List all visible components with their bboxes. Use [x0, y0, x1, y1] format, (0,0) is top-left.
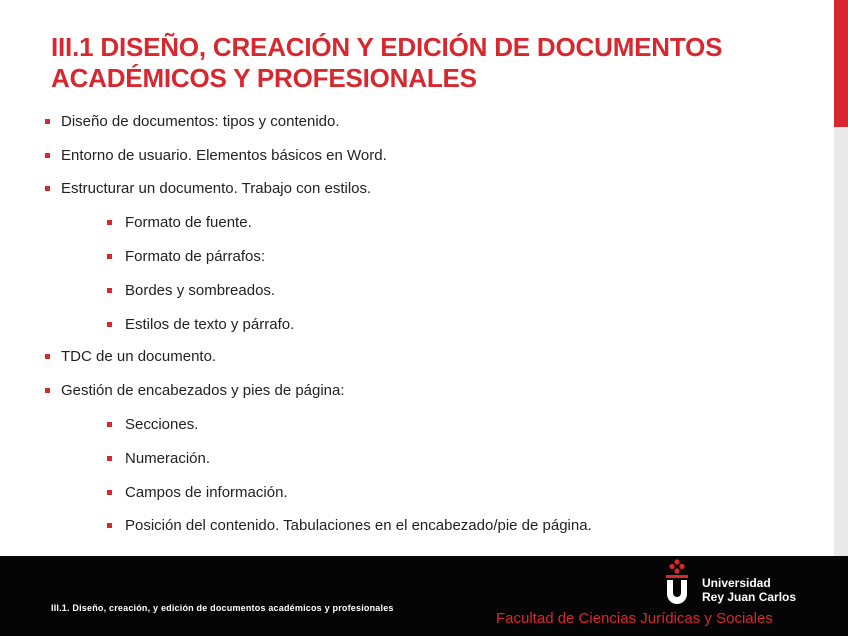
bullet-text: Posición del contenido. Tabulaciones en el encabezado/pie de página. — [125, 517, 592, 534]
university-name-line-2: Rey Juan Carlos — [702, 590, 797, 604]
university-logo — [662, 558, 802, 608]
bullet-text: Numeración. — [125, 450, 211, 467]
bullet-marker-icon — [107, 322, 112, 327]
bullet-item — [61, 180, 371, 198]
bullet-marker-icon — [45, 153, 50, 158]
bullet-item — [61, 348, 216, 366]
bullet-text: Secciones. — [125, 416, 199, 433]
bullet-marker-icon — [107, 254, 112, 259]
bullet-item — [61, 113, 340, 131]
bullet-marker-icon — [107, 422, 112, 427]
bullet-text: Formato de fuente. — [125, 214, 252, 231]
right-edge-bar — [834, 127, 848, 556]
bullet-text: Bordes y sombreados. — [125, 282, 276, 299]
footer-bar — [0, 556, 848, 636]
bullet-item — [61, 147, 387, 165]
bullet-text: Formato de párrafos: — [125, 248, 266, 265]
bullet-text: Campos de información. — [125, 484, 288, 501]
bullet-marker-icon — [107, 523, 112, 528]
slide-title-line-2: ACADÉMICOS Y PROFESIONALES — [51, 63, 477, 93]
bullet-text: Gestión de encabezados y pies de página: — [61, 382, 345, 399]
sub-bullet-item — [125, 517, 592, 535]
sub-bullet-item — [125, 282, 275, 300]
sub-bullet-item — [125, 450, 210, 468]
bullet-marker-icon — [107, 490, 112, 495]
bullet-marker-icon — [45, 119, 50, 124]
sub-bullet-item — [125, 416, 198, 434]
bullet-item — [61, 382, 345, 400]
sub-bullet-item — [125, 248, 265, 266]
bullet-marker-icon — [107, 456, 112, 461]
faculty-name: Facultad de Ciencias Jurídicas y Sociales — [496, 610, 773, 627]
sub-bullet-item — [125, 316, 294, 334]
bullet-text: Diseño de documentos: tipos y contenido. — [61, 113, 340, 130]
footer-caption: III.1. Diseño, creación, y edición de documentos académicos y profesionales — [51, 603, 394, 613]
accent-bar — [834, 0, 848, 127]
urjc-logo-icon — [662, 558, 692, 606]
university-name — [702, 576, 796, 604]
slide-title-line-1: III.1 DISEÑO, CREACIÓN Y EDICIÓN DE DOCUMENTOS — [51, 32, 723, 62]
bullet-marker-icon — [45, 354, 50, 359]
bullet-text: TDC de un documento. — [61, 348, 217, 365]
bullet-marker-icon — [107, 288, 112, 293]
bullet-marker-icon — [107, 220, 112, 225]
sub-bullet-item — [125, 214, 252, 232]
bullet-text: Estilos de texto y párrafo. — [125, 316, 295, 333]
bullet-text: Estructurar un documento. Trabajo con estilos. — [61, 180, 372, 197]
bullet-marker-icon — [45, 388, 50, 393]
sub-bullet-item — [125, 484, 288, 502]
university-name-line-1: Universidad — [702, 576, 771, 590]
bullet-marker-icon — [45, 186, 50, 191]
bullet-text: Entorno de usuario. Elementos básicos en Word. — [61, 147, 387, 164]
